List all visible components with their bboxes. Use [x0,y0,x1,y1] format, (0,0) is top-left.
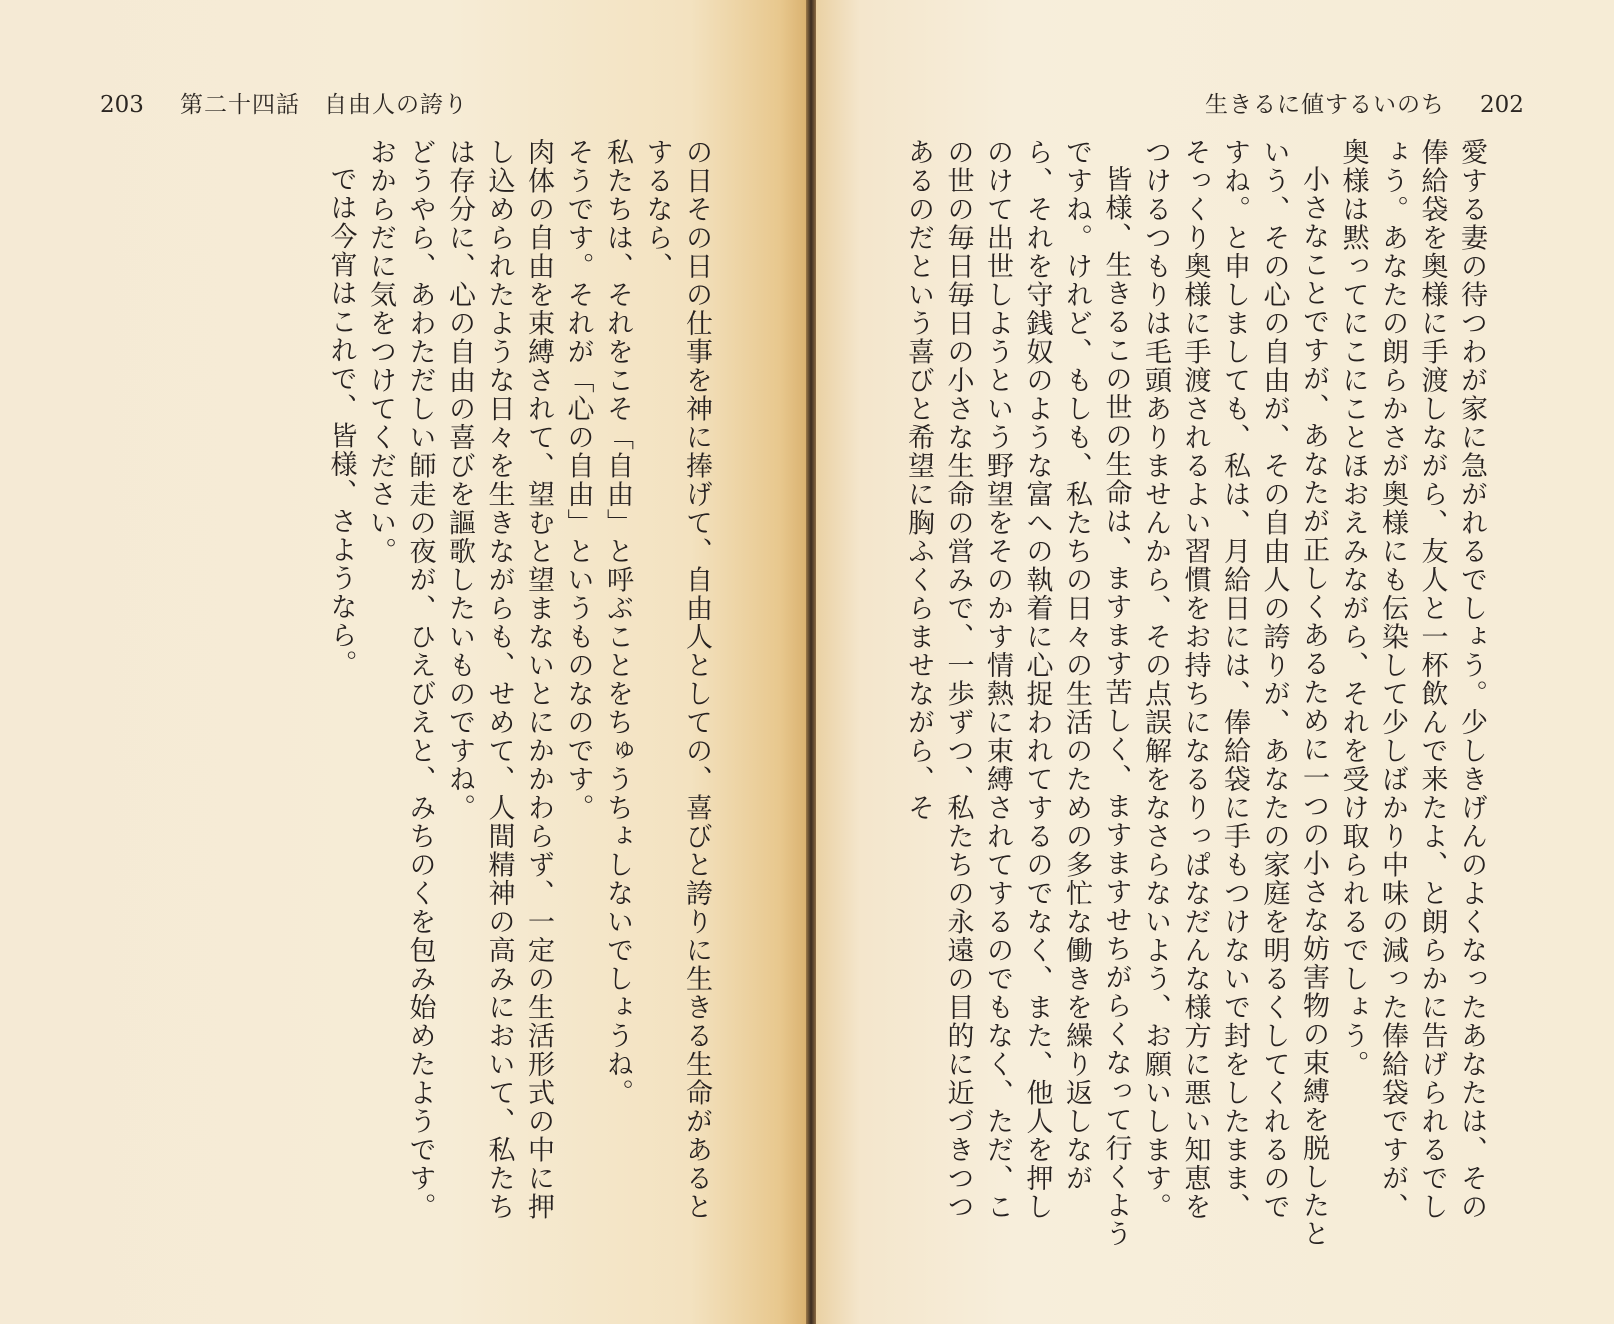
left-body-text [325,138,716,1248]
left-page-number: 203 [100,92,144,118]
paragraph: の日その日の仕事を神に捧げて、自由人としての、喜びと誇りに生きる生命があるとするなら、 [641,138,712,1221]
paragraph: 肉体の自由を束縛されて、望むと望まないとにかかわらず、一定の生活形式の中に押し込められたような日々を生きながらも、せめて、人間精神の高みにおいて、私たちは存分に、心の自由の喜びを謳歌したいものですね。 [444,138,554,1221]
left-running-title: 第二十四話 自由人の誇り [180,92,468,118]
paragraph: 愛する妻の待つわが家に急がれるでしょう。少しきげんのよくなったあなたは、その俸給袋を奥様に手渡しながら、友人と一杯飲んで来たよ、と朗らかに告げられるでしょう。あなたの朗らかさが奥様にも伝染して少しばかり中味の減った俸給袋ですが、奥様は黙ってにこにことほおえみながら、それを受け取られるでしょう。 [1337,138,1487,1221]
paragraph: そうです。それが「心の自由」というものなのです。 [562,138,594,822]
paragraph: どうやら、あわただしい師走の夜が、ひえびえと、みちのくを包み始めたようです。おからだに気をつけてください。 [365,138,436,1221]
paragraph: 私たちは、それをこそ「自由」と呼ぶことをちゅうちょしないでしょうね。 [602,138,633,1107]
right-body-text [899,138,1491,1248]
right-page-number: 202 [1480,92,1524,118]
paragraph: 小さなことですが、あなたが正しくあるために一つの小さな妨害物の束縛を脱したという、その心の自由が、その自由人の誇りが、あなたの家庭を明るくしてくれるのですね。と申しましても、私は、月給日には、俸給袋に手もつけないで封をしたまま、そっくり奥様に手渡されるよい習慣をお持ちになるりっぱなだんな様方に悪い知恵をつけるつもりは毛頭ありませんから、その点誤解をなさらないよう、お願いします。 [1140,138,1329,1248]
right-running-title: 生きるに値するいのち [1205,92,1445,118]
paragraph: では今宵はこれで、皆様、さようなら。 [325,165,357,678]
paragraph: 皆様、生きるこの世の生命は、ますます苦しく、ますますせちがらくなって行くようですね。けれど、もしも、私たちの日々の生活のための多忙な働きを繰り返しながら、それを守銭奴のような富への執着に心捉われてするのでなく、また、他人を押しのけて出世しようという野望をそのかす情熱に束縛されてするのでもなく、ただ、この世の毎日毎日の小さな生命の営みで、一歩ずつ、私たちの永遠の目的に近づきつつあるのだという喜びと希望に胸ふくらませながら、そ [903,138,1132,1248]
book-spine [806,0,816,1324]
